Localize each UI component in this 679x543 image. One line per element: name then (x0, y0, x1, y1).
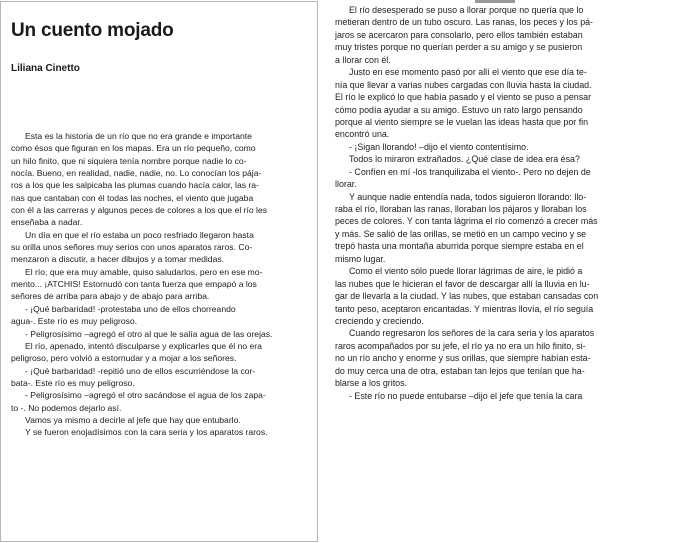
text-line: Un día en que el río estaba un poco resfriado llegaron hasta (25, 229, 254, 240)
text-line: - ¡Qué barbaridad! -repitió uno de ellos escurriéndose la cor- (25, 365, 256, 376)
text-line: mismo lugar. (335, 253, 386, 264)
text-line: bata-. Este río es muy peligroso. (11, 377, 135, 388)
text-line: - Este río no puede entubarse –dijo el jefe que tenía la cara (349, 390, 583, 401)
right-column-text (335, 4, 675, 402)
text-line: gar de llevarla a la ciudad. Y las nubes, que estaban cansadas con (335, 291, 599, 302)
text-line: señores de arriba para abajo y de abajo para arriba. (11, 291, 210, 302)
text-line: El río desesperado se puso a llorar porque no quería que lo (349, 5, 584, 15)
text-line: a llorar con él. (335, 54, 391, 65)
text-line: Justo en ese momento pasó por allí el viento que ese día te- (349, 67, 587, 78)
text-line: Esta es la historia de un río que no era grande e importante (25, 131, 252, 141)
text-line: - Confíen en mí -los tranquilizaba el viento-. Pero no dejen de (349, 166, 591, 177)
text-line: muy tristes porque no querían perder a su amigo y se pusieron (335, 42, 583, 53)
text-line: metieran dentro de un tubo oscuro. Las ranas, los peces y los pá- (335, 17, 594, 28)
story-title: Un cuento mojado (11, 20, 174, 41)
left-column-text (11, 130, 309, 439)
text-line: peces de colores. Y con tanta lágrima el río comenzó a crecer más (335, 216, 598, 227)
text-line: llorar. (335, 179, 357, 190)
text-line: - Peligrosísimo –agregó el otro sacándose el agua de los zapa- (25, 390, 266, 401)
text-line: las nubes que le hicieran el favor de descargar allí la lluvia en lu- (335, 278, 590, 289)
text-line: - ¡Qué barbaridad! -protestaba uno de ellos chorreando (25, 303, 236, 314)
text-line: Y se fueron enojadísimos con la cara seria y los aparatos raros. (25, 427, 268, 438)
text-line: no un río ancho y enorme y sus orillas, que siempre habían esta- (335, 353, 591, 364)
text-line: raros acompañados por su jefe, el río ya no era un hilo finito, si- (335, 340, 586, 351)
text-line: cómo podía ayudar a su amigo. Estuvo un rato largo pensando (335, 104, 583, 115)
text-line: Y aunque nadie entendía nada, todos siguieron llorando: llo- (349, 191, 587, 202)
text-line: un hilo finito, que ni siquiera tenía nombre porque nadie lo co- (11, 155, 247, 166)
text-line: ros a los que les salpicaba las plumas cuando hacía calor, las ra- (11, 180, 259, 191)
text-line: creciendo y creciendo. (335, 315, 424, 326)
text-line: - ¡Sigan llorando! –dijo el viento contentísimo. (349, 141, 529, 152)
text-line: raba el río, lloraban las ranas, lloraban los pájaros y lloraban los (335, 204, 587, 214)
text-line: encontró una. (335, 129, 390, 140)
text-line: menzaron a discutir, a hacer dibujos y a tomar medidas. (11, 254, 225, 265)
text-line: Como el viento sólo puede llorar lágrimas de aire, le pidió a (349, 266, 583, 277)
text-line: nocía. Bueno, en realidad, nadie, nadie, no. Lo conocían los pája- (11, 168, 262, 179)
text-line: Cuando regresaron los señores de la cara seria y los aparatos (349, 328, 595, 339)
text-line: su orilla unos señores muy serios con unos aparatos raros. Co- (11, 242, 253, 253)
text-line: nas que cantaban con él todas las noches, el viento que jugaba (11, 192, 254, 203)
text-line: Vamos ya mismo a decirle al jefe que hay que entubarlo. (25, 414, 241, 425)
text-line: y más. Se salió de las orillas, se metió en un campo vecino y se (335, 228, 587, 239)
text-line: jaros se acercaron para consolarlo, pero ellos también estaban (335, 29, 583, 40)
text-line: El río le explicó lo que había pasado y el viento se puso a pensar (335, 92, 592, 103)
text-line: trepó hasta una montaña aburrida porque siempre estaba en el (335, 241, 584, 252)
top-edge-mark (475, 0, 515, 3)
text-line: nía que llevar a varias nubes cargadas con lluvia hasta la ciudad. (335, 79, 592, 90)
text-line: enseñaba a nadar. (11, 217, 83, 228)
text-line: porque al viento siempre se le vuelan las ideas hasta que por fin (335, 116, 589, 127)
text-line: tanto peso, aceptaron encantadas. Y mientras llovía, el río seguía (335, 303, 594, 314)
text-line: como ésos que figuran en los mapas. Era un río pequeño, como (11, 143, 256, 154)
text-line: do muy cerca una de otra, estaban tan lejos que tenían que ha- (335, 365, 585, 376)
text-line: El río, apenado, intentó disculparse y explicarles que él no era (25, 340, 262, 351)
left-column (0, 1, 318, 542)
text-line: con él a las carreras y algunos peces de colores a los que el río les (11, 205, 268, 216)
text-line: - Peligrosísimo –agregó el otro al que le salía agua de las orejas. (25, 328, 273, 339)
text-line: to -. No podemos dejarlo así. (11, 402, 122, 413)
text-line: El río, que era muy amable, quiso saludarlos, pero en ese mo- (25, 266, 263, 277)
text-line: blarse a los gritos. (335, 378, 408, 389)
text-line: peligroso, pero volvió a estornudar y a mojar a los señores. (11, 353, 237, 364)
text-line: Todos lo miraron extrañados. ¿Qué clase de idea era ésa? (349, 154, 580, 165)
text-line: mento... ¡ATCHIS! Estornudó con tanta fuerza que empapó a los (11, 279, 257, 290)
story-author: Liliana Cinetto (11, 63, 80, 74)
text-line: agua-. Este río es muy peligroso. (11, 316, 138, 327)
